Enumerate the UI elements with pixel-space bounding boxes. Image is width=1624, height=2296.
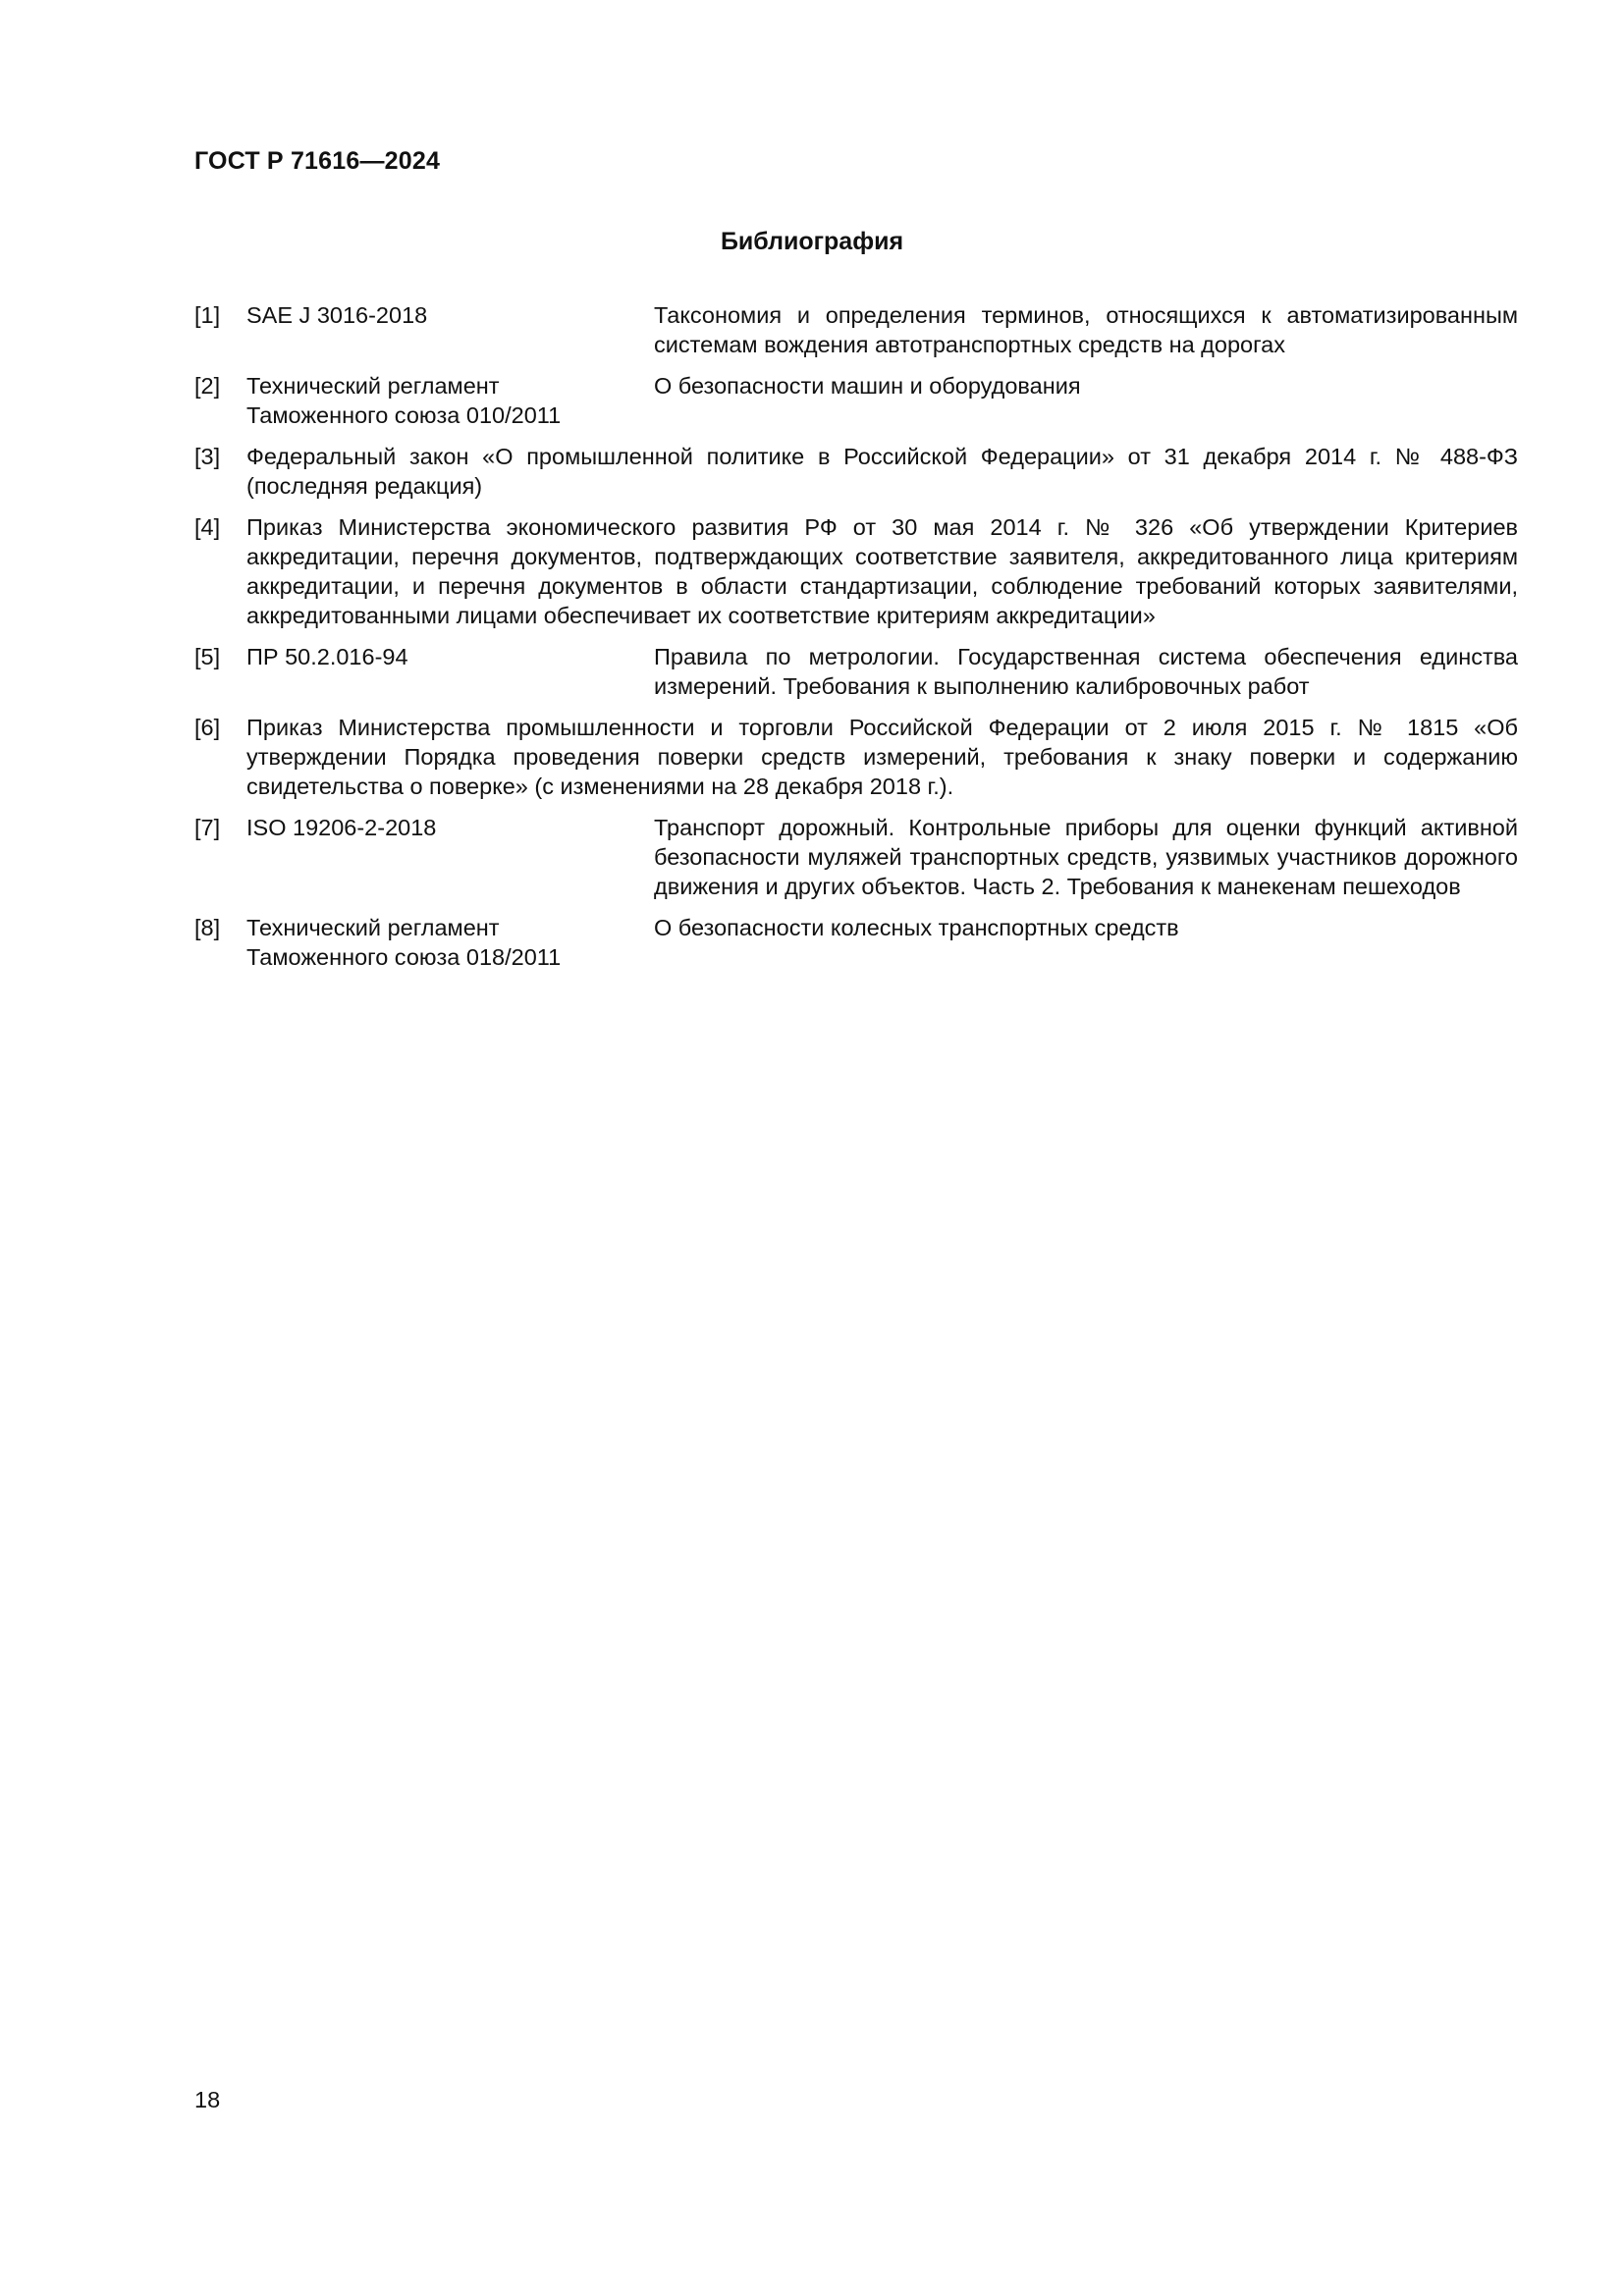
entry-reference: SAE J 3016-2018: [246, 302, 428, 328]
document-code: ГОСТ Р 71616—2024: [194, 147, 441, 175]
entry-number: [3]: [194, 444, 221, 469]
bibliography-entry-5: [194, 642, 1518, 701]
bibliography-entry-2: [194, 371, 1518, 430]
entry-description: Таксономия и определения терминов, относящихся к автоматизированным системам вождения автотранспортных средств на дорогах: [654, 302, 1518, 357]
entry-number: [8]: [194, 915, 221, 940]
entry-number: [7]: [194, 815, 221, 840]
entry-description: Транспорт дорожный. Контрольные приборы для оценки функций активной безопасности муляжей транспортных средств, уязвимых участников дорожного движения и других объектов. Часть 2. Требования к манекенам пешеходов: [654, 815, 1518, 899]
bibliography-entry-7: [194, 813, 1518, 901]
entry-reference: Технический регламент Таможенного союза 018/2011: [246, 915, 562, 970]
entry-reference: ISO 19206-2-2018: [246, 815, 437, 840]
entry-description: Правила по метрологии. Государственная система обеспечения единства измерений. Требования к выполнению калибровочных работ: [654, 644, 1518, 699]
entry-number: [6]: [194, 715, 221, 740]
bibliography-entry-4: [194, 512, 1518, 630]
entry-reference: ПР 50.2.016-94: [246, 644, 408, 669]
entry-number: [4]: [194, 514, 221, 540]
entry-text: Приказ Министерства промышленности и торговли Российской Федерации от 2 июля 2015 г. № 1815 «Об утверждении Порядка проведения поверки средств измерений, требования к знаку поверки и содержанию свидетельства о поверке» (с изменениями на 28 декабря 2018 г.).: [246, 715, 1518, 799]
bibliography-entry-1: [194, 300, 1518, 359]
bibliography-entry-3: [194, 442, 1518, 501]
entry-number: [5]: [194, 644, 221, 669]
bibliography-entry-8: [194, 913, 1518, 972]
section-title: Библиография: [720, 228, 904, 255]
entry-text: Приказ Министерства экономического развития РФ от 30 мая 2014 г. № 326 «Об утверждении Критериев аккредитации, перечня документов, подтверждающих соответствие заявителя, аккредитованного лица критериям аккредитации, и перечня документов в области стандартизации, соблюдение требований которых заявителями, аккредитованными лицами обеспечивает их соответствие критериям аккредитации»: [246, 514, 1518, 628]
entry-reference: Технический регламент Таможенного союза 010/2011: [246, 373, 562, 428]
entry-number: [2]: [194, 373, 221, 399]
entry-description: О безопасности машин и оборудования: [654, 373, 1081, 399]
bibliography-entry-6: [194, 713, 1518, 801]
entry-number: [1]: [194, 302, 221, 328]
bibliography-list: [194, 300, 1518, 984]
page-number: 18: [194, 2087, 221, 2112]
entry-description: О безопасности колесных транспортных средств: [654, 915, 1179, 940]
entry-text: Федеральный закон «О промышленной политике в Российской Федерации» от 31 декабря 2014 г. № 488-ФЗ (последняя редакция): [246, 444, 1518, 499]
